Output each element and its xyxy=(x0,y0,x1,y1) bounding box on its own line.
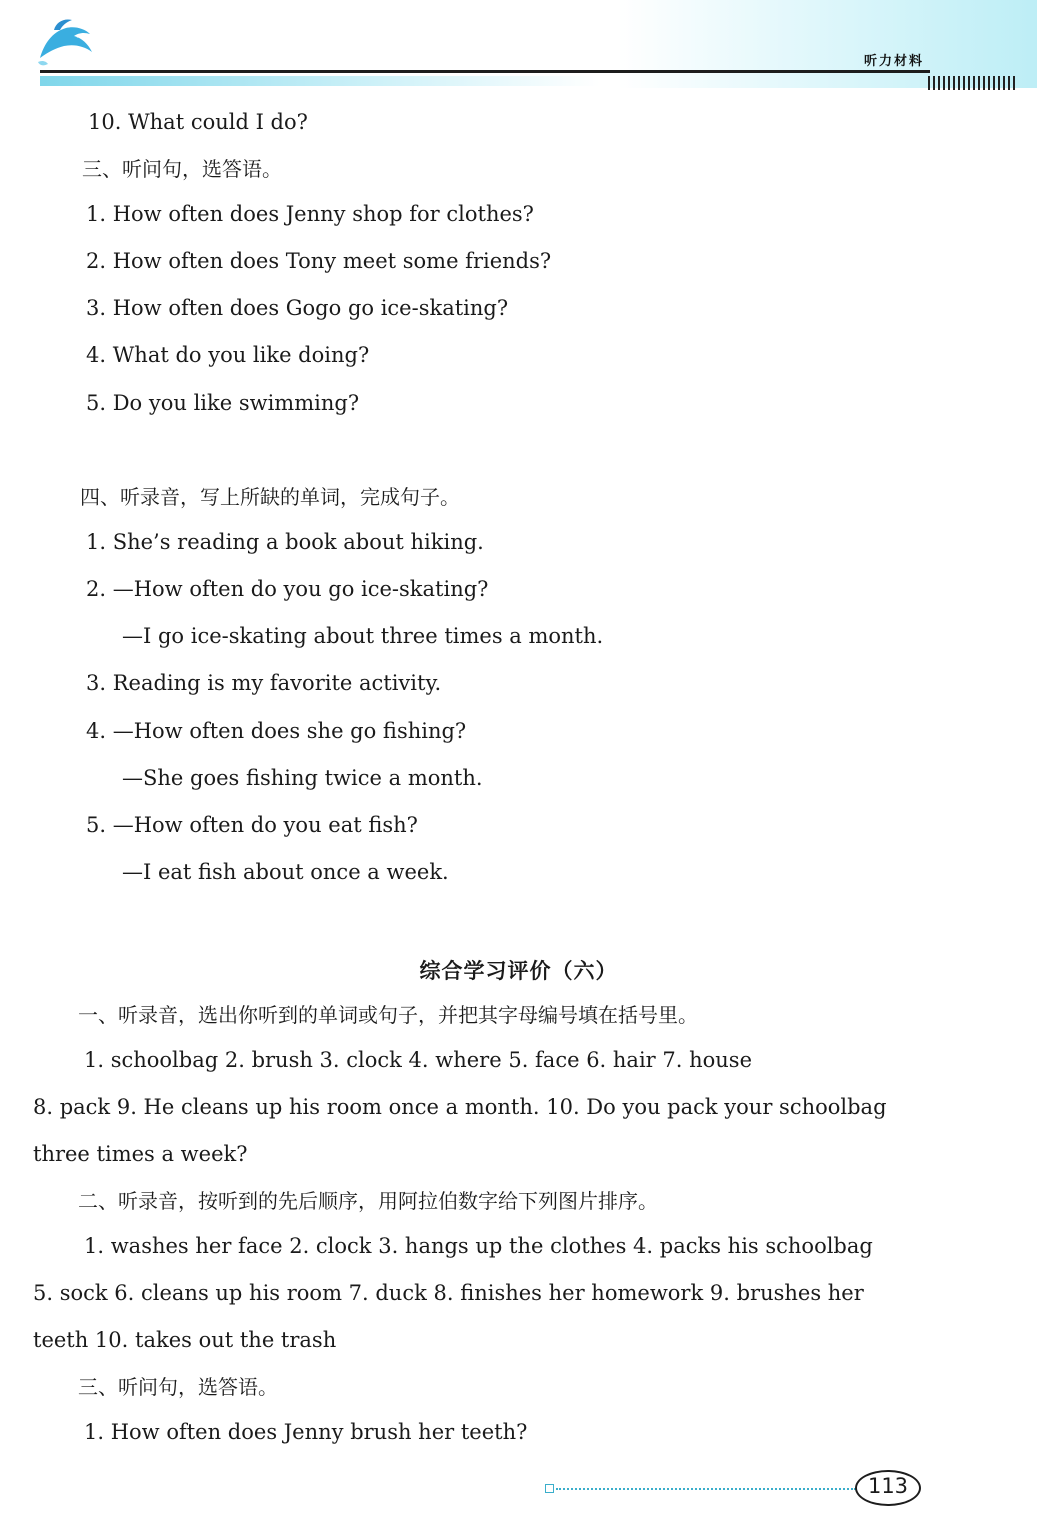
dolphin-logo-icon xyxy=(34,14,96,70)
section-title: 综合学习评价（六） xyxy=(419,959,618,983)
text-line: 4. What do you like doing? xyxy=(86,343,370,367)
text-line: —I go ice-skating about three times a month. xyxy=(122,624,604,648)
text-line: 3. Reading is my favorite activity. xyxy=(86,671,442,695)
text-line: 1. How often does Jenny brush her teeth? xyxy=(84,1420,528,1444)
text-line: 1. schoolbag 2. brush 3. clock 4. where 5. face 6. hair 7. house xyxy=(84,1048,752,1072)
text-line: teeth 10. takes out the trash xyxy=(33,1328,337,1352)
header-band xyxy=(40,0,1037,88)
section-heading: 三、听问句，选答语。 xyxy=(78,1375,278,1399)
text-line: —I eat fish about once a week. xyxy=(122,860,449,884)
section-heading: 一、听录音，选出你听到的单词或句子，并把其字母编号填在括号里。 xyxy=(78,1003,698,1027)
header-rule xyxy=(40,70,930,73)
text-line: 5. sock 6. cleans up his room 7. duck 8. finishes her homework 9. brushes her xyxy=(33,1281,864,1305)
text-line: 10. What could I do? xyxy=(88,110,308,134)
text-line: 4. —How often does she go fishing? xyxy=(86,719,467,743)
section-heading: 四、听录音，写上所缺的单词，完成句子。 xyxy=(80,485,460,509)
text-line: 1. How often does Jenny shop for clothes? xyxy=(86,202,534,226)
text-line: 1. washes her face 2. clock 3. hangs up the clothes 4. packs his schoolbag xyxy=(84,1234,873,1258)
header-accent-band xyxy=(40,76,600,86)
text-line: 8. pack 9. He cleans up his room once a month. 10. Do you pack your schoolbag xyxy=(33,1095,887,1119)
footer-square-icon xyxy=(545,1484,554,1493)
text-line: 5. Do you like swimming? xyxy=(86,391,360,415)
footer-dotted-rule xyxy=(556,1488,856,1490)
text-line: 3. How often does Gogo go ice-skating? xyxy=(86,296,509,320)
text-line: 1. She’s reading a book about hiking. xyxy=(86,530,484,554)
section-heading: 三、听问句，选答语。 xyxy=(82,157,282,181)
header-barcode-decoration xyxy=(928,76,1018,90)
text-line: three times a week? xyxy=(33,1142,248,1166)
text-line: 2. How often does Tony meet some friends? xyxy=(86,249,552,273)
text-line: 5. —How often do you eat fish? xyxy=(86,813,418,837)
text-line: —She goes fishing twice a month. xyxy=(122,766,483,790)
running-title: 听力材料 xyxy=(864,54,925,69)
page-number: 113 xyxy=(867,1474,909,1498)
section-heading: 二、听录音，按听到的先后顺序，用阿拉伯数字给下列图片排序。 xyxy=(78,1189,658,1213)
text-line: 2. —How often do you go ice-skating? xyxy=(86,577,489,601)
